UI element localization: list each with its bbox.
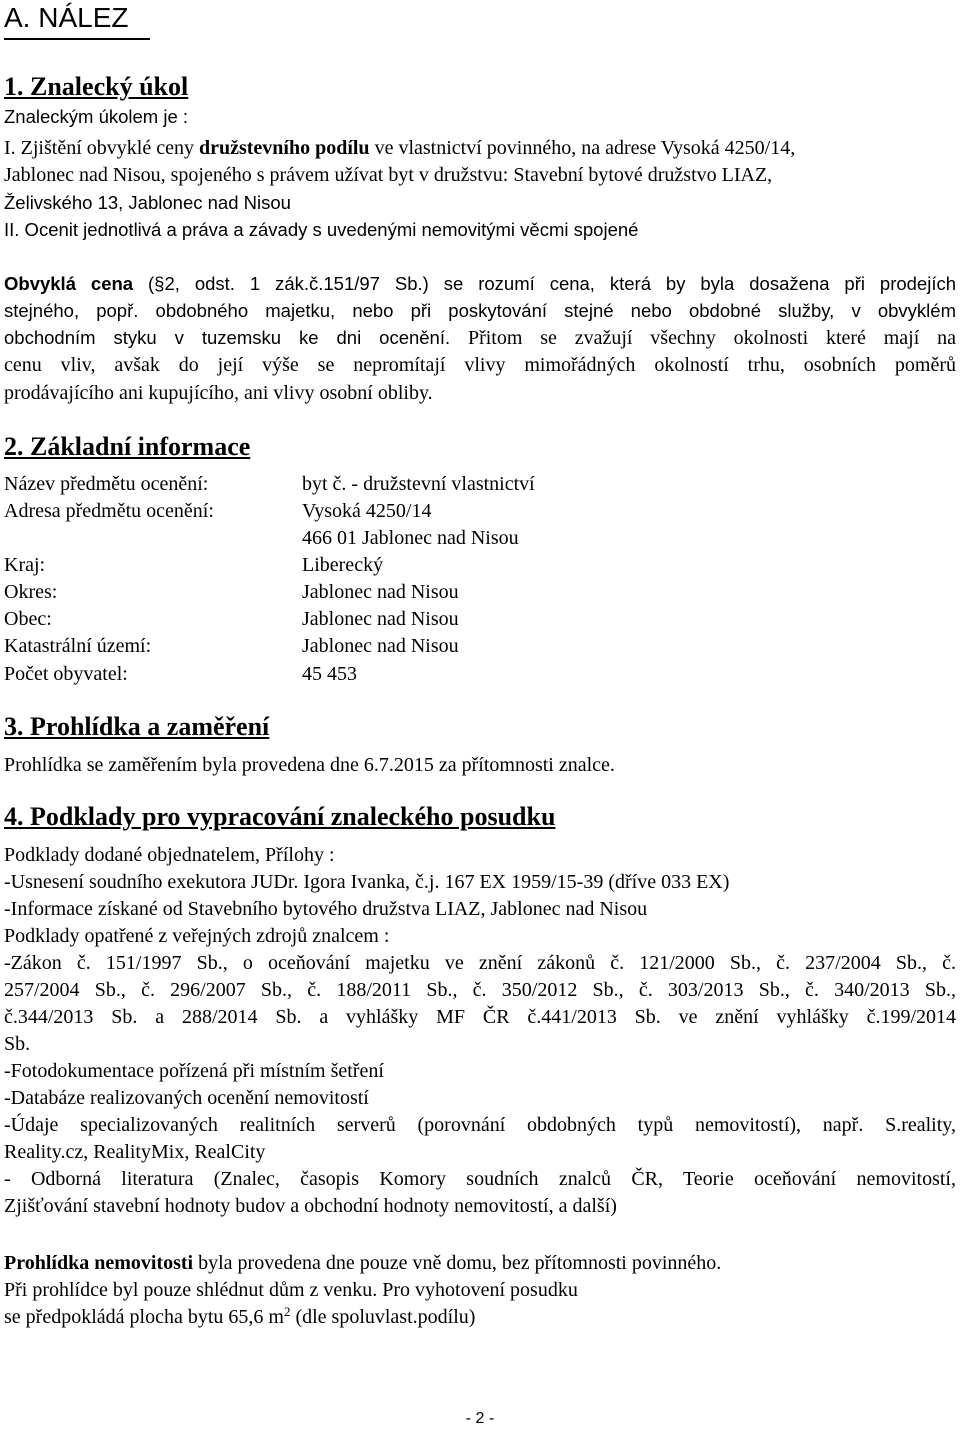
section-1-number: 1. <box>4 72 24 101</box>
info-value: 466 01 Jablonec nad Nisou <box>302 527 519 549</box>
main-heading-underline <box>4 38 150 40</box>
definition-line-1: Obvyklá cena (§2, odst. 1 zák.č.151/97 Sb.) se rozumí cena, která by byla dosažena při prodejích <box>4 273 957 294</box>
literature-line-2: Zjišťování stavební hodnoty budov a obchodní hodnoty nemovitostí, a další) <box>4 1195 617 1217</box>
info-value: Jablonec nad Nisou <box>302 608 459 630</box>
literature-line-1: - Odborná literatura (Znalec, časopis Komory soudních znalců ČR, Teorie oceňování nemovitostí, <box>4 1168 956 1190</box>
section-3-title: Prohlídka a zaměření <box>30 712 270 741</box>
section-2-number: 2. <box>4 432 24 461</box>
realty-servers-line-1: -Údaje specializovaných realitních serverů (porovnání obdobných typů nemovitostí), např. S.reality, <box>4 1114 956 1136</box>
law-line-3: č.344/2013 Sb. a 288/2014 Sb. a vyhlášky MF ČR č.441/2013 Sb. ve znění vyhlášky č.199/2014 <box>4 1006 956 1028</box>
section-4-heading <box>4 802 555 832</box>
realty-servers-line-2: Reality.cz, RealityMix, RealCity <box>4 1141 266 1163</box>
database-line: -Databáze realizovaných ocenění nemovitostí <box>4 1087 369 1109</box>
section-1-heading <box>4 72 188 102</box>
main-heading: A. NÁLEZ <box>4 2 129 33</box>
section-1-title: Znalecký úkol <box>30 72 189 101</box>
info-value: Jablonec nad Nisou <box>302 581 459 603</box>
law-line-4: Sb. <box>4 1033 31 1055</box>
inspection-note-line-1: Prohlídka nemovitosti byla provedena dne pouze vně domu, bez přítomnosti povinného. <box>4 1252 722 1274</box>
info-value: byt č. - družstevní vlastnictví <box>302 473 535 495</box>
definition-line-4: cenu vliv, avšak do její výše se nepromítají vlivy mimořádných okolností trhu, osobních poměrů <box>4 354 956 376</box>
task-1-line-3: Želivského 13, Jablonec nad Nisou <box>4 192 291 213</box>
section-2-heading <box>4 432 250 462</box>
info-value: Vysoká 4250/14 <box>302 500 432 522</box>
section-3-heading <box>4 712 269 742</box>
task-intro: Znaleckým úkolem je : <box>4 106 189 127</box>
info-value: 45 453 <box>302 663 357 685</box>
task-2: II. Ocenit jednotlivá a práva a závady s uvedenými nemovitými věcmi spojené <box>4 219 639 240</box>
task-1-line-1: I. Zjištění obvyklé ceny družstevního podílu ve vlastnictví povinného, na adrese Vysoká 4250/14, <box>4 137 796 159</box>
info-label: Počet obyvatel: <box>4 663 128 685</box>
section-2-title: Základní informace <box>30 432 251 461</box>
inspection-note-line-3: se předpokládá plocha bytu 65,6 $m^2$ (dle spoluvlast.podílu) <box>4 1304 476 1328</box>
section-3-number: 3. <box>4 712 24 741</box>
info-label: Okres: <box>4 581 58 603</box>
info-label: Adresa předmětu ocenění: <box>4 500 214 522</box>
definition-line-2: stejného, popř. obdobného majetku, nebo při poskytování stejné nebo obdobné služby, v obvyklém <box>4 300 956 321</box>
sources-line: Podklady opatřené z veřejných zdrojů znalcem : <box>4 925 390 947</box>
photo-doc-line: -Fotodokumentace pořízená při místním šetření <box>4 1060 384 1082</box>
definition-line-5: prodávajícího ani kupujícího, ani vlivy osobní obliby. <box>4 382 433 404</box>
info-label: Kraj: <box>4 554 46 576</box>
sources-line: Podklady dodané objednatelem, Přílohy : <box>4 844 335 866</box>
info-value: Jablonec nad Nisou <box>302 635 459 657</box>
task-1-line-2: Jablonec nad Nisou, spojeného s právem užívat byt v družstvu: Stavební bytové družstvo LIAZ, <box>4 164 773 186</box>
page-number: - 2 - <box>465 1410 495 1427</box>
info-label: Katastrální území: <box>4 635 152 657</box>
inspection-date-text: Prohlídka se zaměřením byla provedena dne 6.7.2015 za přítomnosti znalce. <box>4 754 615 776</box>
info-label: Název předmětu ocenění: <box>4 473 209 495</box>
info-value: Liberecký <box>302 554 384 576</box>
section-4-title: Podklady pro vypracování znaleckého posudku <box>30 802 556 831</box>
law-line-2: 257/2004 Sb., č. 296/2007 Sb., č. 188/2011 Sb., č. 350/2012 Sb., č. 303/2013 Sb., č. 340/2013 Sb., <box>4 979 956 1001</box>
sources-line: -Informace získané od Stavebního bytového družstva LIAZ, Jablonec nad Nisou <box>4 898 648 920</box>
definition-line-3: obchodním styku v tuzemsku ke dni ocenění. Přitom se zvažují všechny okolnosti které mají na <box>4 327 956 349</box>
law-line-1: -Zákon č. 151/1997 Sb., o oceňování majetku ve znění zákonů č. 121/2000 Sb., č. 237/2004 Sb., č. <box>4 952 956 974</box>
inspection-note-line-2: Při prohlídce byl pouze shlédnut dům z venku. Pro vyhotovení posudku <box>4 1279 578 1301</box>
info-label: Obec: <box>4 608 52 630</box>
sources-line: -Usnesení soudního exekutora JUDr. Igora Ivanka, č.j. 167 EX 1959/15-39 (dříve 033 EX) <box>4 871 730 893</box>
section-4-number: 4. <box>4 802 24 831</box>
